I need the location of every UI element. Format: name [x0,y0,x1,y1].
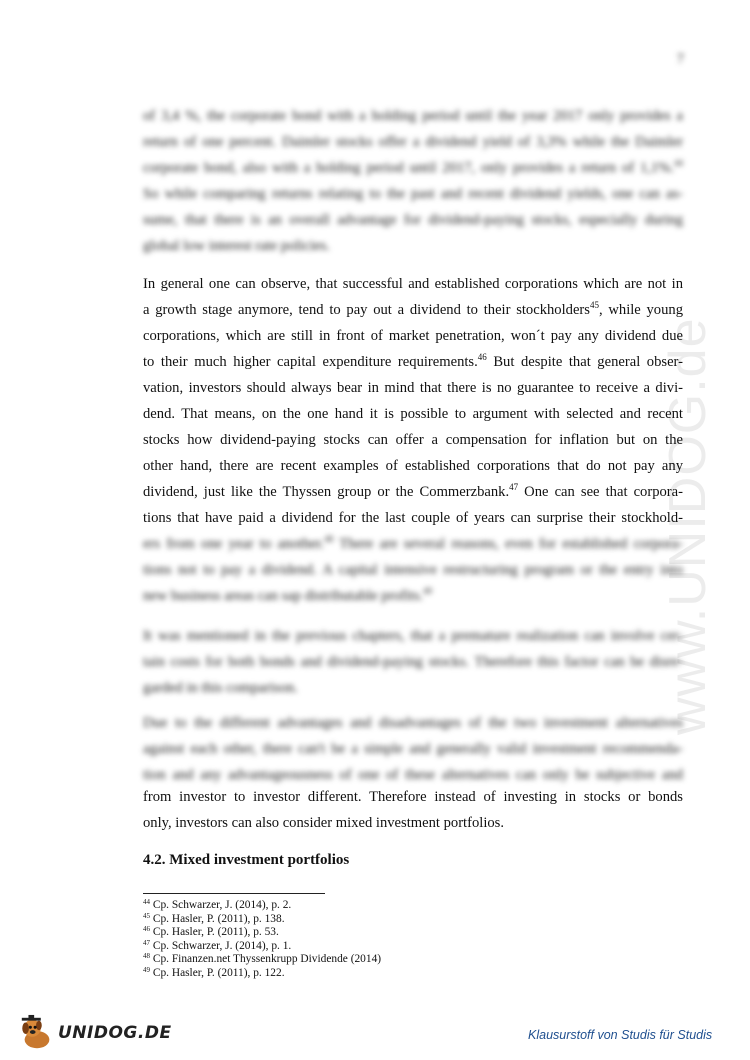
section-heading: 4.2. Mixed investment portfolios [143,852,350,868]
text-line: dend. That means, on the one hand it is possible to argument with selected and recent [143,406,683,422]
text-line: tions that have paid a dividend for the last couple of years can surprise their stockhold- [143,510,683,526]
text-line: garded in this comparison. [143,680,298,696]
footnote: $^{46}$ Cp. Hasler, P. (2011), p. 53. [143,925,279,938]
text-line: Due to the different advantages and disadvantages of the two investment alternatives [143,715,683,731]
text-line: a growth stage anymore, tend to pay out a dividend to their stockholders$^{45}$, while young [143,300,683,318]
watermark: www.UNIDOG.de [659,317,717,735]
text-line: It was mentioned in the previous chapters, that a premature realization can involve cer- [143,628,683,644]
text-line: corporations, which are still in front of market penetration, won´t pay any dividend due [143,328,683,344]
text-line: dividend, just like the Thyssen group or the Commerzbank.$^{47}$ One can see that corpora- [143,482,683,500]
text-line: sume, that there is an overall advantage for dividend-paying stocks, especially during [143,212,683,228]
blurred-paragraph-costs [143,623,683,701]
text-line: only, investors can also consider mixed investment portfolios. [143,815,504,831]
main-paragraph [143,271,683,609]
text-line: other hand, there are recent examples of established corporations that do not pay any [143,458,683,474]
footnote-ref: 44 [674,158,683,168]
text-line: tions not to pay a dividend. A capital intensive restructuring program or the entry into [143,562,683,578]
text-line: of 3,4 %, the corporate bond with a holding period until the year 2017 only provides a [143,108,683,124]
footnote: $^{47}$ Cp. Schwarzer, J. (2014), p. 1. [143,938,292,952]
text-line: ers from one year to another.$^{48}$ There are several reasons, even for established corpora- [143,534,683,552]
text-line: against each other, there can't be a simple and generally valid investment recommenda- [143,741,683,757]
footnote: $^{45}$ Cp. Hasler, P. (2011), p. 138. [143,911,285,925]
logo-text: UNIDOG.DE [58,1023,172,1043]
footnotes [143,899,381,980]
text-line: In general one can observe, that successful and established corporations which are not in [143,276,683,292]
blurred-paragraph-top [143,103,683,259]
unidog-logo[interactable] [18,1014,172,1052]
end-paragraph [143,784,683,836]
text-line: new business areas can sap distributable profits.$^{49}$ [143,586,433,604]
text-line: to their much higher capital expenditure requirements.$^{46}$ But despite that general obser- [143,352,683,370]
text-line: So while comparing returns relating to the past and recent dividend yields, one can as- [143,186,683,202]
footnote-divider [143,893,325,894]
dog-mascot-icon [18,1014,56,1052]
text-line: vation, investors should always bear in mind that there is no guarantee to receive a divi- [143,380,683,396]
footnote-ref: 46 [477,352,487,362]
footnote-ref: 48 [324,534,334,544]
footnote-ref: 49 [423,586,433,596]
text-line: corporate bond, also with a holding period until 2017, only provides a return of 1,1%.$^{44}$ [143,158,683,176]
tagline: Klausurstoff von Studis für Studis [528,1028,713,1042]
page-number: 7 [677,52,684,67]
footnote: $^{44}$ Cp. Schwarzer, J. (2014), p. 2. [143,898,292,911]
footnote-ref: 45 [589,300,599,310]
footnote: $^{49}$ Cp. Hasler, P. (2011), p. 122. [143,965,285,979]
footnote-ref: 47 [509,482,519,492]
text-line: stocks how dividend-paying stocks can offer a compensation for inflation but on the [143,432,683,448]
footnote: $^{48}$ Cp. Finanzen.net Thyssenkrupp Dividende (2014) [143,952,382,965]
text-line: return of one percent. Daimler stocks offer a dividend yield of 3,3% while the Daimler [143,134,683,150]
text-line: tion and any advantageousness of one of these alternatives can only be subjective and [143,767,683,783]
blurred-paragraph-alternatives [143,710,683,788]
text-line: tain costs for both bonds and dividend-paying stocks. Therefore this factor can be disre- [143,654,683,670]
text-line: global low interest rate policies. [143,238,330,254]
text-line: from investor to investor different. Therefore instead of investing in stocks or bonds [143,789,683,805]
